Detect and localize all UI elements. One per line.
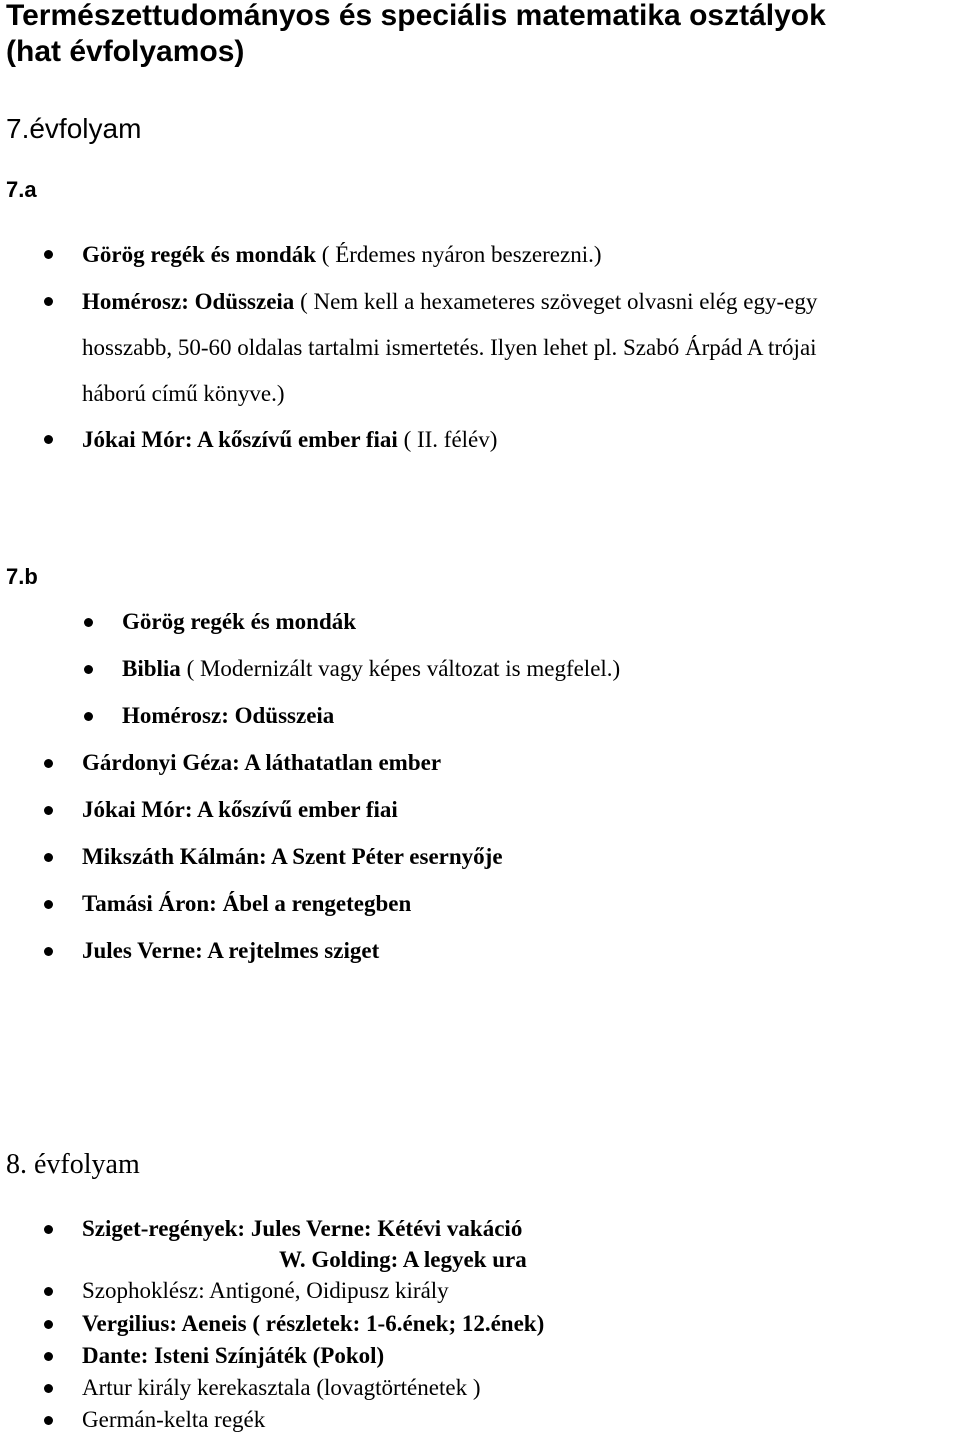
page-subtitle: (hat évfolyamos) xyxy=(6,35,245,68)
page-title: Természettudományos és speciális matematika osztályok xyxy=(6,0,826,32)
list-item: Szophoklész: Antigoné, Oidipusz király xyxy=(82,1278,449,1303)
list-item-continuation: háború című könyve.) xyxy=(82,381,285,406)
bullet-icon xyxy=(44,1384,53,1393)
bullet-icon xyxy=(44,435,53,444)
list-item: Gárdonyi Géza: A láthatatlan ember xyxy=(82,750,442,775)
list-item: Jókai Mór: A kőszívű ember fiai xyxy=(82,797,398,822)
list-item: Görög regék és mondák xyxy=(122,609,357,634)
bullet-icon xyxy=(44,853,53,862)
bullet-icon xyxy=(44,1416,53,1425)
list-item: Jókai Mór: A kőszívű ember fiai ( II. félév) xyxy=(82,427,498,452)
bullet-icon xyxy=(44,1225,53,1234)
bullet-icon xyxy=(44,1320,53,1329)
list-item: Biblia ( Modernizált vagy képes változat is megfelel.) xyxy=(122,656,621,681)
bullet-icon xyxy=(44,1287,53,1296)
list-item: Görög regék és mondák ( Érdemes nyáron beszerezni.) xyxy=(82,242,602,267)
bullet-icon xyxy=(44,947,53,956)
bullet-icon xyxy=(84,618,93,627)
list-item: Vergilius: Aeneis ( részletek: 1-6.ének; 12.ének) xyxy=(82,1311,545,1336)
bullet-icon xyxy=(44,297,53,306)
list-item-continuation: W. Golding: A legyek ura xyxy=(279,1247,527,1272)
bullet-icon xyxy=(44,250,53,259)
bullet-icon xyxy=(44,759,53,768)
grade7-heading: 7.évfolyam xyxy=(6,113,142,144)
list-item: Artur király kerekasztala (lovagtörténetek ) xyxy=(82,1375,481,1400)
list-item: Dante: Isteni Színjáték (Pokol) xyxy=(82,1343,385,1368)
list-item: Germán-kelta regék xyxy=(82,1407,266,1432)
bullet-icon xyxy=(84,712,93,721)
bullet-icon xyxy=(84,665,93,674)
bullet-icon xyxy=(44,1352,53,1361)
list-item: Mikszáth Kálmán: A Szent Péter esernyője xyxy=(82,844,503,869)
list-item-continuation: hosszabb, 50-60 oldalas tartalmi ismertetés. Ilyen lehet pl. Szabó Árpád A trójai xyxy=(82,335,817,360)
list-item: Homérosz: Odüsszeia xyxy=(122,703,335,728)
class-7b-label: 7.b xyxy=(6,564,38,589)
list-item: Jules Verne: A rejtelmes sziget xyxy=(82,938,380,963)
list-item: Homérosz: Odüsszeia ( Nem kell a hexameteres szöveget olvasni elég egy-egy xyxy=(82,289,818,314)
bullet-icon xyxy=(44,900,53,909)
bullet-icon xyxy=(44,806,53,815)
list-item: Sziget-regények: Jules Verne: Kétévi vakáció xyxy=(82,1216,523,1241)
class-7a-label: 7.a xyxy=(6,177,37,202)
list-item: Tamási Áron: Ábel a rengetegben xyxy=(82,891,412,916)
grade8-heading: 8. évfolyam xyxy=(6,1149,140,1180)
